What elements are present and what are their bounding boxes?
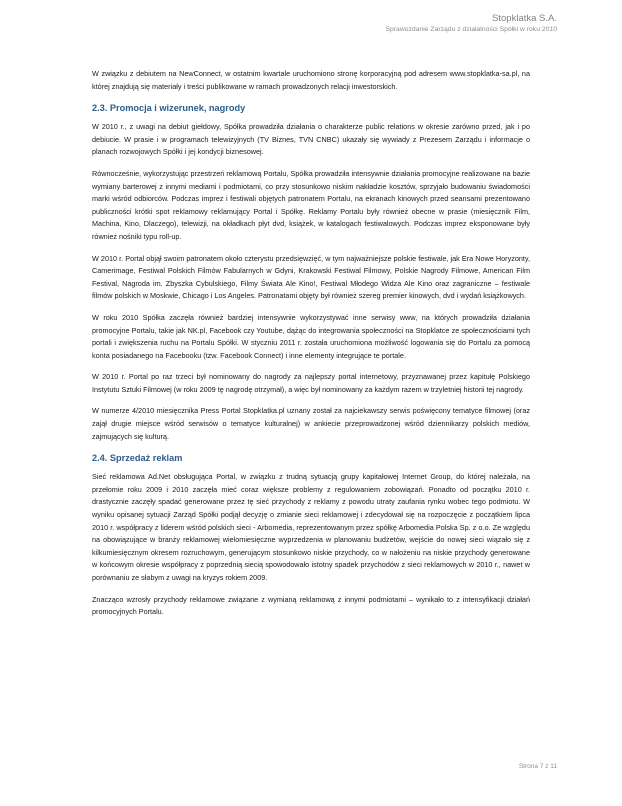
section-heading-sprzedaz: 2.4. Sprzedaż reklam	[92, 453, 183, 464]
section-heading-promocja: 2.3. Promocja i wizerunek, nagrody	[92, 103, 246, 114]
paragraph: W numerze 4/2010 miesięcznika Press Portal Stopklatka.pl uznany został za najciekawszy serwis poświęcony tematyce filmowej (oraz zajął drugie miejsce wśród serwisów o tematyce kulturalnej) w ankiecie przeprowadzonej wśród dziennikarzy polskich mediów, zajmujących się kulturą.	[92, 406, 530, 441]
intro-paragraph: W związku z debiutem na NewConnect, w ostatnim kwartale uruchomiono stronę korporacyjną pod adresem www.stopklatka-sa.pl, na której znajdują się materiały i treści publikowane w ramach prowadzonych relacji inwestorskich.	[92, 69, 530, 91]
paragraph: Równocześnie, wykorzystując przestrzeń reklamową Portalu, Spółka prowadziła intensywnie działania promocyjne realizowane na bazie wymiany barterowej z innymi mediami i podmiotami, co przy stosunkowo niskim nakładzie kosztów, sprzyjało budowaniu świadomości marki wśród odbiorców. Podczas imprez i festiwali objętych patronatem Portalu, na ekranach kinowych przed seansami prezentowano publiczności krótki spot reklamowy reklamujący Portal i Spółkę. Reklamy Portalu były również obecne w prasie (miesięcznik Film, Machina, Kino, Dlaczego), telewizji, na okładkach płyt dvd, książek, w katalogach festiwalowych. Podczas imprez eksponowane były również nośniki typu roll-up.	[92, 168, 530, 241]
paragraph: Znacząco wzrosły przychody reklamowe związane z wymianą reklamową z innymi podmiotami – wynikało to z intensyfikacji działań promocyjnych Portalu.	[92, 594, 530, 617]
paragraph: W roku 2010 Spółka zaczęła również bardziej intensywnie wykorzystywać inne serwisy www, na których prowadziła działania promocyjne Portalu, takie jak NK.pl, Facebook czy Youtube, dążąc do integrowania społeczności na Stopklatce ze społecznościami tych portali i zwiększenia ruchu na Portalu Spółki. W styczniu 2011 r. została uruchomiona możliwość logowania się do Portalu za pomocą konta posiadanego na Facebooku (tzw. Facebook Connect) i inne elementy integrujące te portale.	[92, 312, 530, 360]
paragraph: W 2010 r. Portal objął swoim patronatem około czterystu przedsięwzięć, w tym najważniejsze polskie festiwale, jak Era Nowe Horyzonty, Camerimage, Festiwal Polskich Filmów Fabularnych w Gdyni, Krakowski Festiwal Filmowy, Polskie Nagrody Filmowe, American Film Festival, Nagroda im. Zbyszka Cybulskiego, Filmy Świata Ale Kino!, Festiwal Młodego Widza Ale Kino oraz zagraniczne – festiwale filmów polskich w Moskwie, Chicago i Los Angeles. Patronatami objęty był również szereg premier kinowych, dvd i wydań książkowych.	[92, 253, 530, 301]
paragraph: W 2010 r. Portal po raz trzeci był nominowany do nagrody za najlepszy portal internetowy, przyznawanej przez kapitułę Polskiego Instytutu Sztuki Filmowej (w roku 2009 tę nagrodę otrzymał), a więc był nominowany za każdym razem w trzyletniej historii tej nagrody.	[92, 372, 530, 394]
paragraph: Sieć reklamowa Ad.Net obsługująca Portal, w związku z trudną sytuacją grupy kapitałowej Internet Group, do której należała, na przełomie roku 2009 i 2010 zaczęła mieć coraz większe problemy z regulowaniem zobowiązań. Ponadto od początku 2010 r. drastycznie zaczęły spadać generowane przez tę sieć przychody z reklamy z powodu utraty zaufania rynku wobec tego podmiotu. W wyniku opisanej sytuacji Zarząd Spółki podjął decyzję o zmianie sieci reklamowej i zdecydował się na rozpoczęcie z początkiem lipca 2010 r. współpracy z liderem wśród polskich sieci - Arbomedia, reprezentowanym przez spółkę Arbomedia Polska Sp. z o.o. Ze względu na obowiązujące w branży reklamowej wielomiesięczne wyprzedzenia w planowaniu budżetów, wejście do nowej sieci wiązało się z kilkumiesięcznym okresem rozruchowym, generującym stosunkowo niskie przychody, co w nałożeniu na niskie przychody generowane w końcowym okresie współpracy z poprzednią siecią spowodowało istotny spadek przychodów z sieci reklamowych w 2010 r., nawet w porównaniu ze słabym z uwagi na kryzys rokiem 2009.	[92, 472, 530, 582]
paragraph: W 2010 r., z uwagi na debiut giełdowy, Spółka prowadziła działania o charakterze public relations w okresie zarówno przed, jak i po debiucie. W prasie i w programach telewizyjnych (TV Biznes, TVN CNBC) ukazały się wywiady z Prezesem Zarządu i informacje o planach rozwojowych Spółki i jej kondycji biznesowej.	[92, 122, 530, 157]
page-header	[157, 12, 557, 35]
document-body	[92, 68, 530, 628]
header-company: Stopklatka S.A.	[492, 13, 557, 24]
header-subtitle: Sprawozdanie Zarządu z działalności Spółki w roku 2010	[385, 26, 557, 33]
page-number: Strona 7 z 11	[518, 763, 557, 770]
